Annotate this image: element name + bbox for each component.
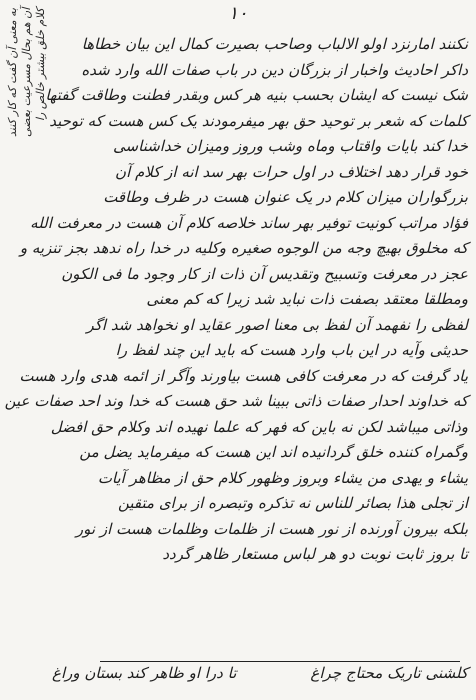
text-line: تا بروز ثابت نوبت دو هر لباس مستعار ظاهر گردد xyxy=(162,545,468,563)
text-line: حدیثی وآیه در این باب وارد هست که باید این چند لفظ را xyxy=(115,341,468,359)
text-line: فؤاد مراتب کونیت توفیر بهر ساند خلاصه کلام آن هست در معرفت الله xyxy=(30,213,468,232)
text-line: بلکه بیرون آورنده از نور هست از ظلمات وظلمات هست از نور xyxy=(75,519,468,538)
text-line: خدا کند بایات واقتاب وماه وشب وروز ومیزان خداشناسی xyxy=(113,137,468,155)
text-line: که مخلوق بهیچ وجه من الوجوه صغیره وکلیه در خدا راه ندهد بجز تنزیه و xyxy=(19,239,468,257)
margin-note xyxy=(4,8,50,158)
text-line: لفظی را نفهمد آن لفظ بی معنا اصور عقاید او نخواهد شد اگر xyxy=(86,315,468,334)
page-number: ١٠ xyxy=(228,3,248,24)
verse-hemistich-right: کلشنی تاریک محتاج چراغ xyxy=(310,664,468,682)
text-line: نکنند امارنزد اولو الالباب وصاحب بصیرت کمال این بیان خطاها xyxy=(81,35,468,53)
text-line: عجز در معرفت وتسبیح وتقدیس آن ذات از کار وجود ما فی الکون xyxy=(61,264,468,283)
underline-rule xyxy=(100,661,460,662)
text-line: خود قرار دهد اختلاف در اول حرات بهر سد انه از کلام آن xyxy=(115,162,468,181)
text-line: یاد گرفت که در معرفت کافی هست بیاورند وآگر از ائمه هدی وارد هست xyxy=(19,366,468,385)
text-line: بزرگواران میزان کلام در یک عنوان هست در ظرف وطاقت xyxy=(103,188,468,206)
margin-note-line: کلام خلق بیشتر خالص را xyxy=(34,8,47,122)
text-line: داکر احادیث واخبار از بزرگان دین در باب صفات الله وارد شده xyxy=(81,60,468,79)
verse-hemistich-left: تا درا او ظاهر کند بستان وراغ xyxy=(52,664,237,682)
text-line: وذاتی میباشد لکن نه باین که فهر که علما نهیده اند وکلام حق افضل xyxy=(50,417,468,436)
verse-line xyxy=(52,664,468,682)
text-line: از تجلی هذا بصائر للناس نه تذکره وتبصره از برای متقین xyxy=(117,494,468,512)
text-line: کلمات که شعر بر توحید حق بهر میفرمودند یک کس هست که توحید xyxy=(49,111,468,130)
margin-note-line: به معنی آن گفت که کار کنند xyxy=(6,8,19,138)
text-line: ومطلقا معتقد بصفت ذات نباید شد زیرا که کم معنی xyxy=(146,290,468,308)
text-line: یشاء و یهدی من یشاء وبروز وظهور کلام حق از مظاهر آیات xyxy=(97,468,468,487)
text-line: وگمراه کننده خلق گردانیده اند این هست که میفرماید یضل من xyxy=(79,443,468,461)
text-line: که خداوند احدار صفات ذاتی ببینا شد حق هست که خدا وند احد صفات عین xyxy=(4,392,468,410)
margin-note-line: آن هم بحال مسرعیت بعضی xyxy=(20,8,33,138)
text-line: شک نیست که ایشان بحسب بنیه هر کس وبقدر فطنت وطاقت گفتها xyxy=(45,86,468,104)
